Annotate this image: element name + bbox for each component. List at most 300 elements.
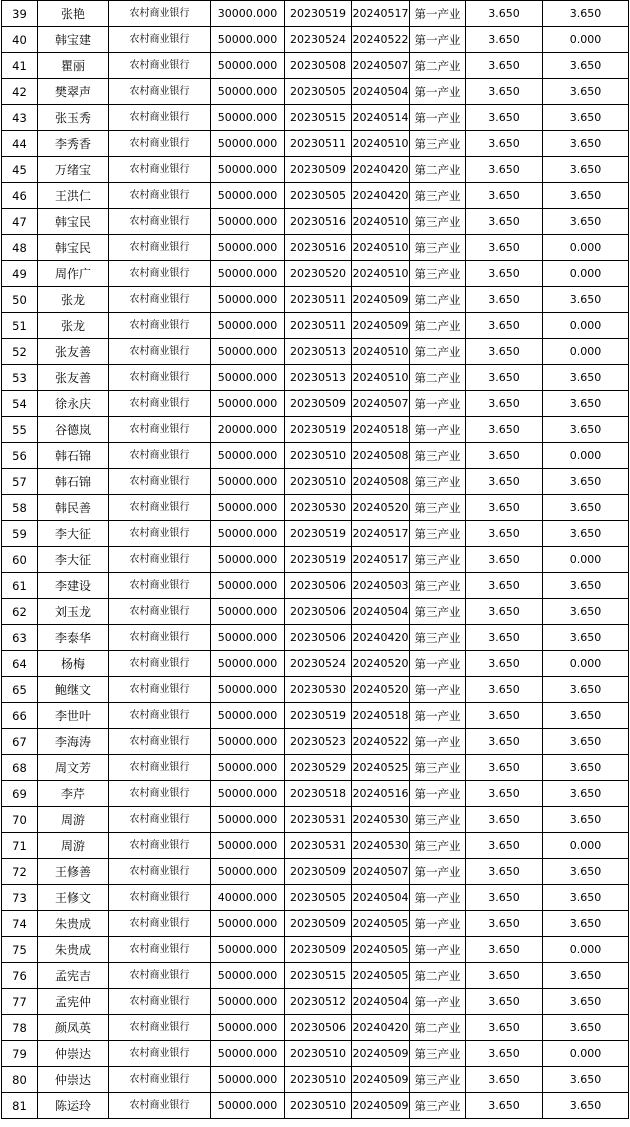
subsidy-rate-cell: 3.650 (543, 807, 629, 833)
row-number-cell: 39 (2, 1, 38, 27)
table-row (2, 287, 629, 313)
table-row (2, 755, 629, 781)
borrower-name-cell: 李大征 (38, 547, 109, 573)
bank-name-cell: 农村商业银行 (109, 391, 211, 417)
borrower-name-cell: 王修文 (38, 885, 109, 911)
bank-name-cell: 农村商业银行 (109, 469, 211, 495)
bank-name-cell: 农村商业银行 (109, 1015, 211, 1041)
loan-amount-cell: 50000.000 (211, 183, 285, 209)
row-number-cell: 51 (2, 313, 38, 339)
table-row (2, 443, 629, 469)
table-body (2, 1, 629, 1119)
subsidy-rate-cell: 3.650 (543, 495, 629, 521)
row-number-cell: 56 (2, 443, 38, 469)
end-date-cell: 20240420 (352, 625, 410, 651)
subsidy-rate-cell: 0.000 (543, 547, 629, 573)
end-date-cell: 20240504 (352, 599, 410, 625)
subsidy-rate-cell: 3.650 (543, 781, 629, 807)
bank-name-cell: 农村商业银行 (109, 781, 211, 807)
end-date-cell: 20240420 (352, 157, 410, 183)
start-date-cell: 20230511 (285, 287, 352, 313)
row-number-cell: 70 (2, 807, 38, 833)
table-row (2, 781, 629, 807)
loan-amount-cell: 50000.000 (211, 105, 285, 131)
loan-amount-cell: 50000.000 (211, 677, 285, 703)
industry-cell: 第一产业 (410, 729, 466, 755)
table-row (2, 209, 629, 235)
row-number-cell: 40 (2, 27, 38, 53)
industry-cell: 第三产业 (410, 625, 466, 651)
row-number-cell: 62 (2, 599, 38, 625)
bank-name-cell: 农村商业银行 (109, 677, 211, 703)
row-number-cell: 67 (2, 729, 38, 755)
borrower-name-cell: 周作广 (38, 261, 109, 287)
industry-cell: 第一产业 (410, 1, 466, 27)
start-date-cell: 20230512 (285, 989, 352, 1015)
end-date-cell: 20240507 (352, 391, 410, 417)
interest-rate-cell: 3.650 (466, 1, 543, 27)
industry-cell: 第一产业 (410, 703, 466, 729)
borrower-name-cell: 周游 (38, 807, 109, 833)
row-number-cell: 71 (2, 833, 38, 859)
subsidy-rate-cell: 3.650 (543, 287, 629, 313)
subsidy-rate-cell: 3.650 (543, 131, 629, 157)
row-number-cell: 52 (2, 339, 38, 365)
table-row (2, 521, 629, 547)
interest-rate-cell: 3.650 (466, 703, 543, 729)
borrower-name-cell: 李建设 (38, 573, 109, 599)
interest-rate-cell: 3.650 (466, 781, 543, 807)
bank-name-cell: 农村商业银行 (109, 209, 211, 235)
industry-cell: 第一产业 (410, 989, 466, 1015)
start-date-cell: 20230508 (285, 53, 352, 79)
industry-cell: 第三产业 (410, 755, 466, 781)
borrower-name-cell: 鲍继文 (38, 677, 109, 703)
interest-rate-cell: 3.650 (466, 859, 543, 885)
loan-amount-cell: 20000.000 (211, 417, 285, 443)
row-number-cell: 79 (2, 1041, 38, 1067)
end-date-cell: 20240516 (352, 781, 410, 807)
industry-cell: 第一产业 (410, 105, 466, 131)
borrower-name-cell: 韩宝民 (38, 235, 109, 261)
subsidy-rate-cell: 3.650 (543, 755, 629, 781)
start-date-cell: 20230516 (285, 209, 352, 235)
end-date-cell: 20240507 (352, 859, 410, 885)
row-number-cell: 68 (2, 755, 38, 781)
loan-amount-cell: 50000.000 (211, 79, 285, 105)
row-number-cell: 47 (2, 209, 38, 235)
interest-rate-cell: 3.650 (466, 209, 543, 235)
interest-rate-cell: 3.650 (466, 651, 543, 677)
bank-name-cell: 农村商业银行 (109, 131, 211, 157)
interest-rate-cell: 3.650 (466, 1093, 543, 1119)
industry-cell: 第一产业 (410, 677, 466, 703)
start-date-cell: 20230519 (285, 521, 352, 547)
industry-cell: 第三产业 (410, 833, 466, 859)
bank-name-cell: 农村商业银行 (109, 1093, 211, 1119)
borrower-name-cell: 张友善 (38, 365, 109, 391)
interest-rate-cell: 3.650 (466, 417, 543, 443)
loan-amount-cell: 50000.000 (211, 261, 285, 287)
industry-cell: 第一产业 (410, 859, 466, 885)
end-date-cell: 20240420 (352, 183, 410, 209)
bank-name-cell: 农村商业银行 (109, 703, 211, 729)
borrower-name-cell: 徐永庆 (38, 391, 109, 417)
borrower-name-cell: 周游 (38, 833, 109, 859)
loan-amount-cell: 50000.000 (211, 469, 285, 495)
loan-amount-cell: 50000.000 (211, 521, 285, 547)
end-date-cell: 20240508 (352, 443, 410, 469)
end-date-cell: 20240504 (352, 79, 410, 105)
industry-cell: 第二产业 (410, 53, 466, 79)
row-number-cell: 74 (2, 911, 38, 937)
start-date-cell: 20230511 (285, 313, 352, 339)
interest-rate-cell: 3.650 (466, 183, 543, 209)
bank-name-cell: 农村商业银行 (109, 651, 211, 677)
subsidy-rate-cell: 0.000 (543, 27, 629, 53)
loan-amount-cell: 40000.000 (211, 885, 285, 911)
industry-cell: 第二产业 (410, 339, 466, 365)
loan-amount-cell: 50000.000 (211, 781, 285, 807)
end-date-cell: 20240517 (352, 547, 410, 573)
subsidy-rate-cell: 3.650 (543, 963, 629, 989)
borrower-name-cell: 韩石锦 (38, 443, 109, 469)
row-number-cell: 41 (2, 53, 38, 79)
loan-amount-cell: 50000.000 (211, 573, 285, 599)
table-row (2, 651, 629, 677)
industry-cell: 第一产业 (410, 885, 466, 911)
subsidy-rate-cell: 3.650 (543, 729, 629, 755)
bank-name-cell: 农村商业银行 (109, 573, 211, 599)
start-date-cell: 20230513 (285, 365, 352, 391)
interest-rate-cell: 3.650 (466, 547, 543, 573)
loan-table (1, 0, 629, 1119)
interest-rate-cell: 3.650 (466, 313, 543, 339)
end-date-cell: 20240505 (352, 937, 410, 963)
row-number-cell: 57 (2, 469, 38, 495)
end-date-cell: 20240525 (352, 755, 410, 781)
end-date-cell: 20240514 (352, 105, 410, 131)
table-row (2, 391, 629, 417)
bank-name-cell: 农村商业银行 (109, 547, 211, 573)
industry-cell: 第三产业 (410, 443, 466, 469)
loan-amount-cell: 50000.000 (211, 157, 285, 183)
bank-name-cell: 农村商业银行 (109, 339, 211, 365)
industry-cell: 第三产业 (410, 547, 466, 573)
subsidy-rate-cell: 3.650 (543, 859, 629, 885)
table-row (2, 261, 629, 287)
table-row (2, 313, 629, 339)
subsidy-rate-cell: 3.650 (543, 1, 629, 27)
industry-cell: 第三产业 (410, 209, 466, 235)
table-row (2, 131, 629, 157)
start-date-cell: 20230506 (285, 573, 352, 599)
end-date-cell: 20240509 (352, 287, 410, 313)
industry-cell: 第一产业 (410, 391, 466, 417)
loan-amount-cell: 50000.000 (211, 495, 285, 521)
interest-rate-cell: 3.650 (466, 989, 543, 1015)
industry-cell: 第一产业 (410, 79, 466, 105)
bank-name-cell: 农村商业银行 (109, 53, 211, 79)
borrower-name-cell: 樊翠声 (38, 79, 109, 105)
end-date-cell: 20240505 (352, 911, 410, 937)
start-date-cell: 20230519 (285, 417, 352, 443)
bank-name-cell: 农村商业银行 (109, 313, 211, 339)
borrower-name-cell: 周文芳 (38, 755, 109, 781)
subsidy-rate-cell: 3.650 (543, 209, 629, 235)
start-date-cell: 20230505 (285, 79, 352, 105)
table-row (2, 677, 629, 703)
interest-rate-cell: 3.650 (466, 729, 543, 755)
loan-amount-cell: 50000.000 (211, 1041, 285, 1067)
table-row (2, 495, 629, 521)
borrower-name-cell: 瞿丽 (38, 53, 109, 79)
interest-rate-cell: 3.650 (466, 105, 543, 131)
start-date-cell: 20230519 (285, 1, 352, 27)
borrower-name-cell: 刘玉龙 (38, 599, 109, 625)
subsidy-rate-cell: 0.000 (543, 443, 629, 469)
interest-rate-cell: 3.650 (466, 287, 543, 313)
row-number-cell: 77 (2, 989, 38, 1015)
end-date-cell: 20240507 (352, 53, 410, 79)
bank-name-cell: 农村商业银行 (109, 833, 211, 859)
subsidy-rate-cell: 3.650 (543, 703, 629, 729)
bank-name-cell: 农村商业银行 (109, 885, 211, 911)
row-number-cell: 55 (2, 417, 38, 443)
interest-rate-cell: 3.650 (466, 1067, 543, 1093)
subsidy-rate-cell: 0.000 (543, 937, 629, 963)
subsidy-rate-cell: 3.650 (543, 1015, 629, 1041)
industry-cell: 第二产业 (410, 313, 466, 339)
table-row (2, 79, 629, 105)
subsidy-rate-cell: 0.000 (543, 235, 629, 261)
bank-name-cell: 农村商业银行 (109, 27, 211, 53)
loan-amount-cell: 50000.000 (211, 235, 285, 261)
interest-rate-cell: 3.650 (466, 235, 543, 261)
row-number-cell: 81 (2, 1093, 38, 1119)
borrower-name-cell: 张龙 (38, 287, 109, 313)
borrower-name-cell: 李世叶 (38, 703, 109, 729)
row-number-cell: 78 (2, 1015, 38, 1041)
subsidy-rate-cell: 3.650 (543, 521, 629, 547)
bank-name-cell: 农村商业银行 (109, 729, 211, 755)
bank-name-cell: 农村商业银行 (109, 989, 211, 1015)
borrower-name-cell: 张龙 (38, 313, 109, 339)
start-date-cell: 20230523 (285, 729, 352, 755)
bank-name-cell: 农村商业银行 (109, 911, 211, 937)
bank-name-cell: 农村商业银行 (109, 287, 211, 313)
row-number-cell: 54 (2, 391, 38, 417)
interest-rate-cell: 3.650 (466, 495, 543, 521)
industry-cell: 第三产业 (410, 1093, 466, 1119)
interest-rate-cell: 3.650 (466, 625, 543, 651)
table-row (2, 703, 629, 729)
subsidy-rate-cell: 3.650 (543, 625, 629, 651)
industry-cell: 第一产业 (410, 911, 466, 937)
row-number-cell: 64 (2, 651, 38, 677)
bank-name-cell: 农村商业银行 (109, 599, 211, 625)
row-number-cell: 59 (2, 521, 38, 547)
borrower-name-cell: 张友善 (38, 339, 109, 365)
borrower-name-cell: 韩民善 (38, 495, 109, 521)
table-row (2, 157, 629, 183)
subsidy-rate-cell: 3.650 (543, 885, 629, 911)
table-row (2, 53, 629, 79)
loan-amount-cell: 50000.000 (211, 287, 285, 313)
row-number-cell: 69 (2, 781, 38, 807)
start-date-cell: 20230529 (285, 755, 352, 781)
end-date-cell: 20240509 (352, 1041, 410, 1067)
loan-amount-cell: 50000.000 (211, 807, 285, 833)
row-number-cell: 80 (2, 1067, 38, 1093)
bank-name-cell: 农村商业银行 (109, 1, 211, 27)
row-number-cell: 65 (2, 677, 38, 703)
row-number-cell: 58 (2, 495, 38, 521)
table-row (2, 1093, 629, 1119)
interest-rate-cell: 3.650 (466, 963, 543, 989)
interest-rate-cell: 3.650 (466, 677, 543, 703)
borrower-name-cell: 韩宝民 (38, 209, 109, 235)
interest-rate-cell: 3.650 (466, 157, 543, 183)
borrower-name-cell: 仲崇达 (38, 1041, 109, 1067)
industry-cell: 第二产业 (410, 1015, 466, 1041)
row-number-cell: 76 (2, 963, 38, 989)
bank-name-cell: 农村商业银行 (109, 495, 211, 521)
interest-rate-cell: 3.650 (466, 833, 543, 859)
start-date-cell: 20230524 (285, 651, 352, 677)
interest-rate-cell: 3.650 (466, 937, 543, 963)
loan-amount-cell: 50000.000 (211, 443, 285, 469)
loan-amount-cell: 50000.000 (211, 1015, 285, 1041)
borrower-name-cell: 张艳 (38, 1, 109, 27)
start-date-cell: 20230530 (285, 677, 352, 703)
subsidy-rate-cell: 0.000 (543, 339, 629, 365)
borrower-name-cell: 韩宝建 (38, 27, 109, 53)
loan-amount-cell: 50000.000 (211, 833, 285, 859)
table-row (2, 1, 629, 27)
table-row (2, 27, 629, 53)
bank-name-cell: 农村商业银行 (109, 859, 211, 885)
loan-amount-cell: 50000.000 (211, 599, 285, 625)
subsidy-rate-cell: 3.650 (543, 989, 629, 1015)
table-row (2, 573, 629, 599)
industry-cell: 第三产业 (410, 1041, 466, 1067)
borrower-name-cell: 杨梅 (38, 651, 109, 677)
bank-name-cell: 农村商业银行 (109, 235, 211, 261)
start-date-cell: 20230506 (285, 599, 352, 625)
end-date-cell: 20240510 (352, 209, 410, 235)
row-number-cell: 48 (2, 235, 38, 261)
bank-name-cell: 农村商业银行 (109, 157, 211, 183)
loan-amount-cell: 50000.000 (211, 131, 285, 157)
start-date-cell: 20230509 (285, 391, 352, 417)
end-date-cell: 20240504 (352, 989, 410, 1015)
borrower-name-cell: 陈运玲 (38, 1093, 109, 1119)
row-number-cell: 60 (2, 547, 38, 573)
start-date-cell: 20230511 (285, 131, 352, 157)
borrower-name-cell: 孟宪仲 (38, 989, 109, 1015)
industry-cell: 第一产业 (410, 781, 466, 807)
start-date-cell: 20230510 (285, 1067, 352, 1093)
industry-cell: 第三产业 (410, 183, 466, 209)
bank-name-cell: 农村商业银行 (109, 807, 211, 833)
interest-rate-cell: 3.650 (466, 469, 543, 495)
table-row (2, 885, 629, 911)
start-date-cell: 20230505 (285, 885, 352, 911)
start-date-cell: 20230509 (285, 859, 352, 885)
table-row (2, 235, 629, 261)
start-date-cell: 20230516 (285, 235, 352, 261)
start-date-cell: 20230510 (285, 443, 352, 469)
subsidy-rate-cell: 0.000 (543, 313, 629, 339)
end-date-cell: 20240508 (352, 469, 410, 495)
subsidy-rate-cell: 3.650 (543, 391, 629, 417)
interest-rate-cell: 3.650 (466, 911, 543, 937)
table-row (2, 625, 629, 651)
bank-name-cell: 农村商业银行 (109, 625, 211, 651)
subsidy-rate-cell: 3.650 (543, 157, 629, 183)
loan-amount-cell: 50000.000 (211, 859, 285, 885)
interest-rate-cell: 3.650 (466, 1041, 543, 1067)
end-date-cell: 20240509 (352, 1067, 410, 1093)
row-number-cell: 72 (2, 859, 38, 885)
start-date-cell: 20230505 (285, 183, 352, 209)
loan-amount-cell: 50000.000 (211, 1067, 285, 1093)
start-date-cell: 20230510 (285, 469, 352, 495)
industry-cell: 第三产业 (410, 261, 466, 287)
interest-rate-cell: 3.650 (466, 573, 543, 599)
end-date-cell: 20240510 (352, 235, 410, 261)
industry-cell: 第二产业 (410, 365, 466, 391)
row-number-cell: 44 (2, 131, 38, 157)
subsidy-rate-cell: 0.000 (543, 1041, 629, 1067)
row-number-cell: 50 (2, 287, 38, 313)
loan-amount-cell: 50000.000 (211, 365, 285, 391)
subsidy-rate-cell: 3.650 (543, 53, 629, 79)
end-date-cell: 20240503 (352, 573, 410, 599)
subsidy-rate-cell: 3.650 (543, 79, 629, 105)
end-date-cell: 20240530 (352, 833, 410, 859)
row-number-cell: 49 (2, 261, 38, 287)
interest-rate-cell: 3.650 (466, 391, 543, 417)
loan-amount-cell: 50000.000 (211, 625, 285, 651)
table-row (2, 417, 629, 443)
industry-cell: 第一产业 (410, 651, 466, 677)
borrower-name-cell: 李大征 (38, 521, 109, 547)
table-row (2, 183, 629, 209)
table-row (2, 105, 629, 131)
loan-amount-cell: 50000.000 (211, 209, 285, 235)
table-row (2, 469, 629, 495)
interest-rate-cell: 3.650 (466, 365, 543, 391)
borrower-name-cell: 王修善 (38, 859, 109, 885)
bank-name-cell: 农村商业银行 (109, 261, 211, 287)
loan-amount-cell: 50000.000 (211, 651, 285, 677)
industry-cell: 第二产业 (410, 157, 466, 183)
industry-cell: 第二产业 (410, 287, 466, 313)
industry-cell: 第三产业 (410, 573, 466, 599)
interest-rate-cell: 3.650 (466, 443, 543, 469)
bank-name-cell: 农村商业银行 (109, 1067, 211, 1093)
end-date-cell: 20240518 (352, 703, 410, 729)
industry-cell: 第一产业 (410, 27, 466, 53)
start-date-cell: 20230519 (285, 703, 352, 729)
subsidy-rate-cell: 3.650 (543, 1067, 629, 1093)
end-date-cell: 20240520 (352, 495, 410, 521)
bank-name-cell: 农村商业银行 (109, 443, 211, 469)
end-date-cell: 20240518 (352, 417, 410, 443)
subsidy-rate-cell: 0.000 (543, 651, 629, 677)
